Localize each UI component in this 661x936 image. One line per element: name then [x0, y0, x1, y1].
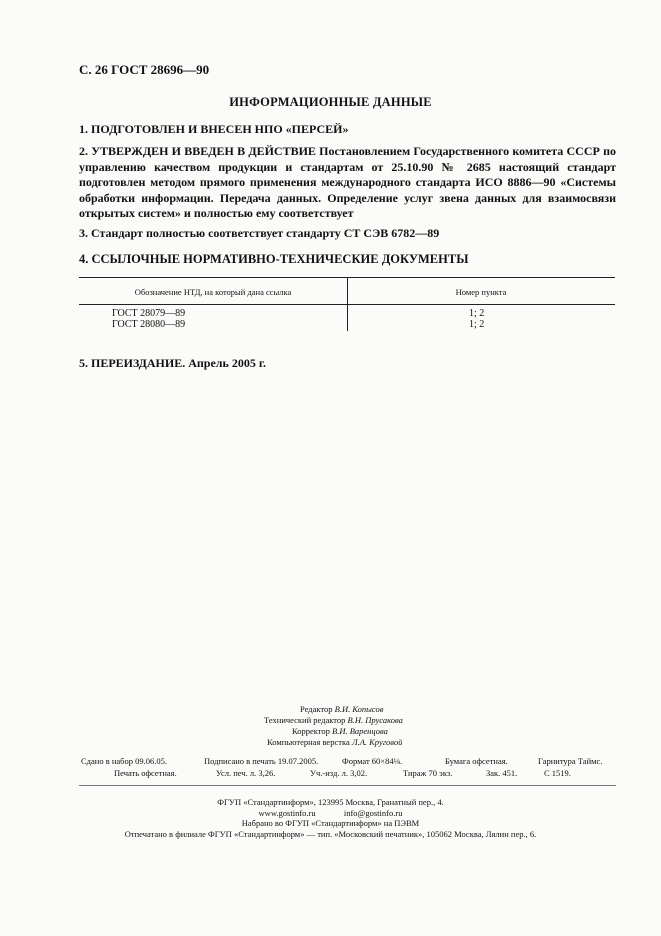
publisher-address: ФГУП «Стандартинформ», 123995 Москва, Гранатный пер., 4. [217, 797, 444, 807]
imprint-order: Зак. 451. [486, 768, 518, 778]
table-cell-item: 1; 2 [469, 308, 485, 319]
section-title: ИНФОРМАЦИОННЫЕ ДАННЫЕ [229, 95, 432, 109]
credit-label: Компьютерная верстка [267, 737, 350, 747]
imprint-divider [79, 785, 616, 786]
publisher-print-note: Отпечатано в филиале ФГУП «Стандартинформ» — тип. «Московский печатник», 105062 Москва, Лялин пер., 6. [124, 829, 537, 839]
publisher-website-link[interactable]: www.gostinfo.ru [258, 808, 316, 818]
credit-label: Корректор [292, 726, 330, 736]
imprint-signed-date: Подписано в печать 19.07.2005. [204, 756, 319, 766]
imprint-typeset-date: Сдано в набор 09.06.05. [81, 756, 167, 766]
publisher-web-row [0, 808, 661, 818]
item-2: 2. УТВЕРЖДЕН И ВВЕДЕН В ДЕЙСТВИЕ Постановлением Государственного комитета СССР по управлению качеством продукции и стандартам от 25.10.90 № 2685 настоящий стандарт подготовлен методом прямого применения международного стандарта ИСО 8886—90 «Системы обработки информации. Передача данных. Определение услуг звена данных для взаимосвязи открытых систем» и полностью ему соответствует [79, 144, 616, 220]
credit-label: Редактор [300, 704, 333, 714]
table-header-item: Номер пункта [455, 287, 507, 297]
item-3: 3. Стандарт полностью соответствует стандарту СТ СЭВ 6782—89 [79, 226, 440, 240]
page-header: С. 26 ГОСТ 28696—90 [79, 62, 210, 77]
table-column-divider [347, 277, 348, 331]
publisher-email-link[interactable]: info@gostinfo.ru [343, 808, 403, 818]
table-cell-doc: ГОСТ 28080—89 [112, 319, 186, 330]
item-5: 5. ПЕРЕИЗДАНИЕ. Апрель 2005 г. [79, 356, 266, 370]
imprint-print-run: Тираж 70 экз. [403, 768, 453, 778]
table-header-doc: Обозначение НТД, на который дана ссылка [134, 287, 292, 297]
publisher-typeset-note: Набрано во ФГУП «Стандартинформ» на ПЭВМ [241, 818, 420, 828]
table-cell-doc: ГОСТ 28079—89 [112, 308, 186, 319]
credit-layout [267, 736, 402, 748]
imprint-printing: Печать офсетная. [114, 768, 177, 778]
credit-name: Л.А. Круговой [351, 737, 403, 747]
table-cell-item: 1; 2 [469, 319, 485, 330]
imprint-conv-sheets: Усл. печ. л. 3,26. [216, 768, 276, 778]
credit-label: Технический редактор [264, 715, 346, 725]
imprint-font: Гарнитура Таймс. [538, 756, 603, 766]
imprint-format: Формат 60×84⅛. [342, 756, 403, 766]
credit-name: В.И. Копысов [334, 704, 384, 714]
imprint-code: С 1519. [544, 768, 571, 778]
item-4: 4. ССЫЛОЧНЫЕ НОРМАТИВНО-ТЕХНИЧЕСКИЕ ДОКУМЕНТЫ [79, 252, 469, 266]
imprint-paper: Бумага офсетная. [445, 756, 508, 766]
credit-name: В.Н. Прусакова [347, 715, 403, 725]
imprint-pub-sheets: Уч.-изд. л. 3,02. [310, 768, 368, 778]
credit-name: В.И. Варенцова [332, 726, 388, 736]
item-1: 1. ПОДГОТОВЛЕН И ВНЕСЕН НПО «ПЕРСЕЙ» [79, 122, 349, 136]
